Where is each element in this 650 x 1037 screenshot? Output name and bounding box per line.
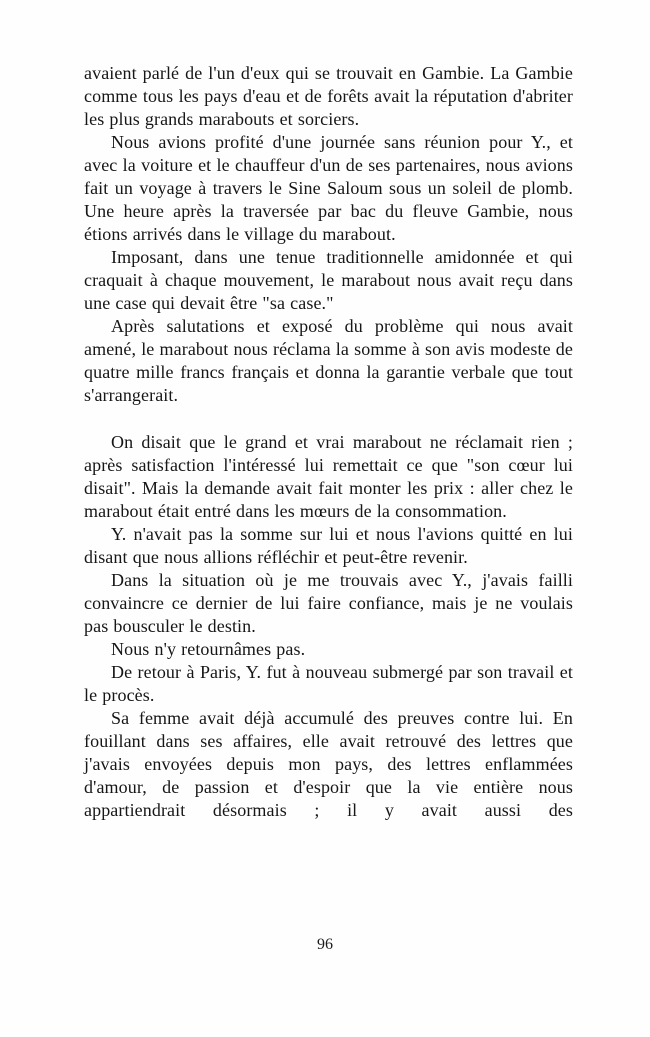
paragraph: On disait que le grand et vrai marabout ne réclamait rien ; après satisfaction l'intéressé lui remettait ce que "son cœur lui disait". Mais la demande avait fait monter les prix : aller chez le marabout était entré dans les mœurs de la consommation. <box>84 432 573 521</box>
paragraph: Nous n'y retournâmes pas. <box>111 639 306 659</box>
paragraph: Y. n'avait pas la somme sur lui et nous l'avions quitté en lui disant que nous allions réfléchir et peut-être revenir. <box>84 524 573 567</box>
paragraph: Après salutations et exposé du problème qui nous avait amené, le marabout nous réclama la somme à son avis modeste de quatre mille francs français et donna la garantie verbale que tout s'arrangerait. <box>84 316 573 405</box>
body-text <box>84 62 573 822</box>
page-number: 96 <box>317 936 333 953</box>
paragraph: De retour à Paris, Y. fut à nouveau submergé par son travail et le procès. <box>84 662 573 705</box>
paragraph: avaient parlé de l'un d'eux qui se trouvait en Gambie. La Gambie comme tous les pays d'eau et de forêts avait la réputation d'abriter les plus grands marabouts et sorciers. <box>84 63 573 129</box>
paragraph: Imposant, dans une tenue traditionnelle amidonnée et qui craquait à chaque mouvement, le marabout nous avait reçu dans une case qui devait être "sa case." <box>84 247 573 313</box>
paragraph: Nous avions profité d'une journée sans réunion pour Y., et avec la voiture et le chauffeur d'un de ses partenaires, nous avions fait un voyage à travers le Sine Saloum sous un soleil de plomb. Une heure après la traversée par bac du fleuve Gambie, nous étions arrivés dans le village du marabout. <box>84 132 573 244</box>
paragraph: Sa femme avait déjà accumulé des preuves contre lui. En fouillant dans ses affaires, elle avait retrouvé des lettres que j'avais envoyées depuis mon pays, des lettres enflammées d'amour, de passion et d'espoir que la vie entière nous appartiendrait désormais ; il y avait aussi des <box>84 708 573 820</box>
paragraph: Dans la situation où je me trouvais avec Y., j'avais failli convaincre ce dernier de lui faire confiance, mais je ne voulais pas bousculer le destin. <box>84 570 573 636</box>
